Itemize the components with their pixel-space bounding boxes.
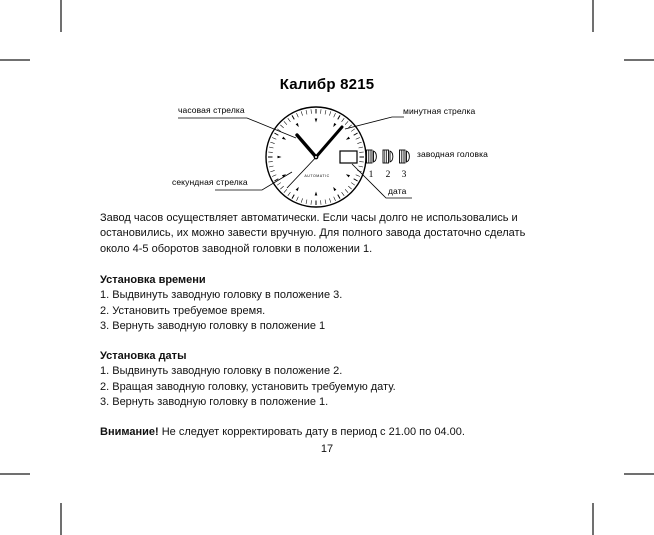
crop-mark-top-right-v	[592, 0, 594, 32]
intro-line: Завод часов осуществляет автоматически. Если часы долго не использовались и	[100, 212, 518, 224]
crown-position-1-icon	[367, 150, 377, 163]
crop-mark-bottom-left-v	[60, 503, 62, 535]
crop-mark-top-left-v	[60, 0, 62, 32]
minute-hand-label: минутная стрелка	[403, 106, 476, 116]
list-item: 1. Выдвинуть заводную головку в положение 3.	[100, 289, 343, 302]
crop-mark-top-right-h	[624, 59, 654, 61]
list-item: 1. Выдвинуть заводную головку в положение 2.	[100, 365, 343, 378]
date-label: дата	[388, 186, 407, 196]
list-item: 3. Вернуть заводную головку в положение 1	[100, 320, 326, 333]
second-hand-label: секундная стрелка	[172, 177, 248, 187]
list-item: 2. Установить требуемое время.	[100, 304, 266, 317]
intro-line: остановились, их можно завести вручную. Для полного завода достаточно сделать	[100, 227, 526, 240]
crown-position-3-number: 3	[401, 170, 407, 180]
hands-center-hole	[315, 156, 317, 158]
hour-hand-label: часовая стрелка	[178, 105, 245, 115]
list-item: 2. Вращая заводную головку, установить требуемую дату.	[100, 380, 396, 393]
date-setting-heading: Установка даты	[100, 350, 187, 362]
time-setting-section	[100, 273, 570, 335]
crown-position-2-number: 2	[385, 170, 391, 180]
crop-mark-bottom-right-h	[624, 473, 654, 475]
crown-position-3-icon	[400, 150, 410, 163]
crop-mark-bottom-left-h	[0, 473, 30, 475]
crop-mark-top-left-h	[0, 59, 30, 61]
date-setting-section	[100, 349, 570, 411]
list-item: 3. Вернуть заводную головку в положение 1.	[100, 396, 329, 409]
winding-crown-label: заводная головка	[417, 149, 488, 159]
page-number: 17	[320, 443, 334, 455]
page-title: Калибр 8215	[279, 76, 375, 93]
warning-note	[100, 425, 570, 440]
crown-position-1-number: 1	[368, 170, 374, 180]
time-setting-heading: Установка времени	[100, 274, 206, 286]
date-window	[340, 151, 357, 163]
warning-label: Внимание!	[100, 426, 159, 438]
intro-paragraph	[100, 211, 570, 257]
intro-line: около 4-5 оборотов заводной головки в положении 1.	[100, 242, 373, 255]
crop-mark-bottom-right-v	[592, 503, 594, 535]
warning-text: Не следует корректировать дату в период с 21.00 по 04.00.	[158, 426, 465, 438]
crown-position-2-icon	[383, 150, 393, 163]
dial-automatic-text: AUTOMATIC	[304, 174, 330, 178]
